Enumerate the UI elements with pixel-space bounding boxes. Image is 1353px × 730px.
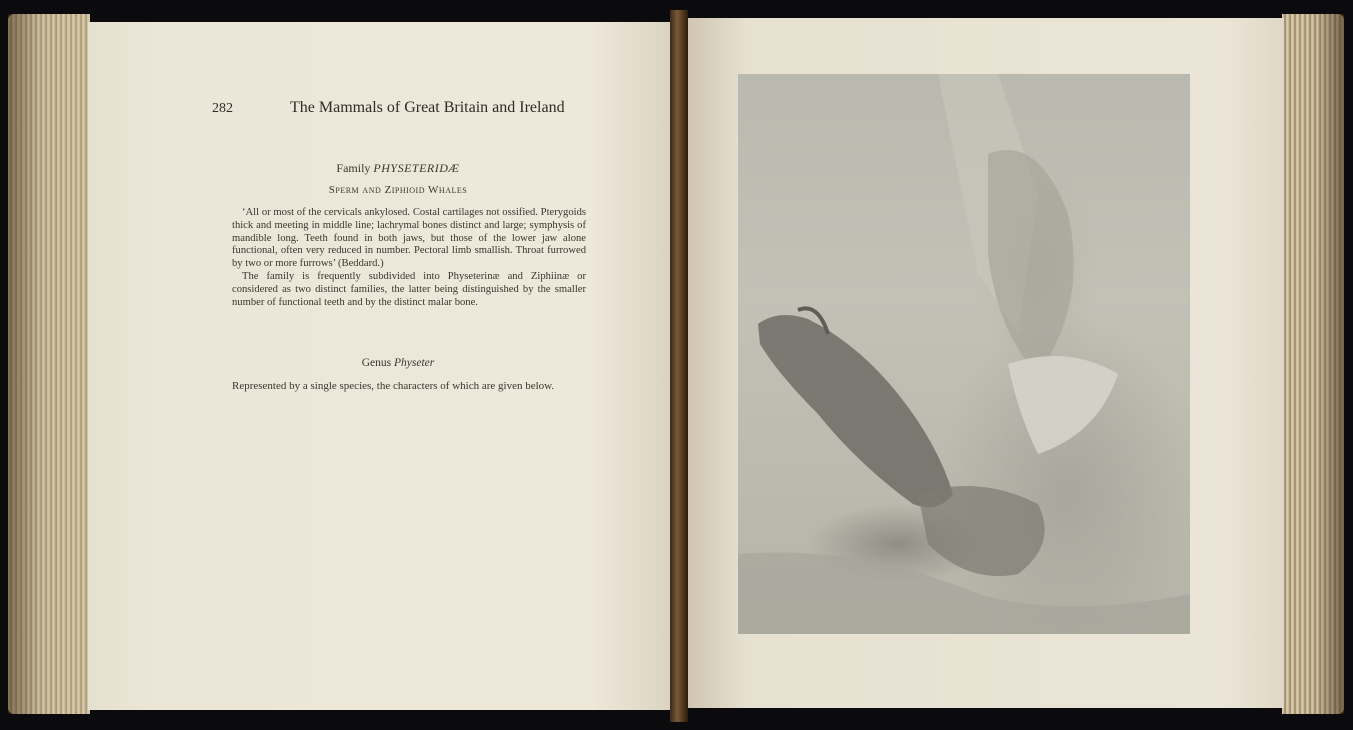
- wave-crest: [988, 150, 1074, 374]
- genus-name: Physeter: [394, 357, 435, 369]
- right-page-edges: [1282, 14, 1344, 714]
- running-title: The Mammals of Great Britain and Ireland: [290, 99, 565, 116]
- page-number: 282: [212, 101, 233, 116]
- subfamily-heading: Sperm and Ziphioid Whales: [328, 184, 468, 196]
- plate-artwork: [738, 74, 1190, 634]
- left-page-edges: [8, 14, 90, 714]
- whaleboat-sail: [1008, 356, 1118, 454]
- whaleboat-crew: [918, 486, 1045, 576]
- whale-plate-illustration: [738, 74, 1190, 634]
- whale-body: [758, 315, 953, 507]
- genus-heading: [212, 357, 584, 369]
- genus-description: Represented by a single species, the characters of which are given below.: [232, 380, 555, 392]
- family-name: PHYSETERIDÆ: [373, 161, 460, 175]
- paragraph-characters: ‘All or most of the cervicals ankylosed. Costal cartilages not ossified. Pterygoids thick and meeting in middle line; lachrymal bones distinct and large; symphysis of mandible long. Teeth found in both jaws, but those of the lower jaw alone functional, often very reduced in number. Pectoral limb smallish. Throat furrowed by two or more furrows’ (Beddard.): [232, 207, 586, 270]
- family-label: Family: [336, 161, 371, 175]
- genus-label: Genus: [361, 357, 392, 369]
- paragraph-classification: The family is frequently subdivided into Physeterinæ and Ziphiinæ or considered as two distinct families, the latter being distinguished by the smaller number of functional teeth and by the distinct malar bone.: [232, 271, 586, 308]
- family-heading: [212, 161, 584, 176]
- book-gutter: [670, 10, 688, 722]
